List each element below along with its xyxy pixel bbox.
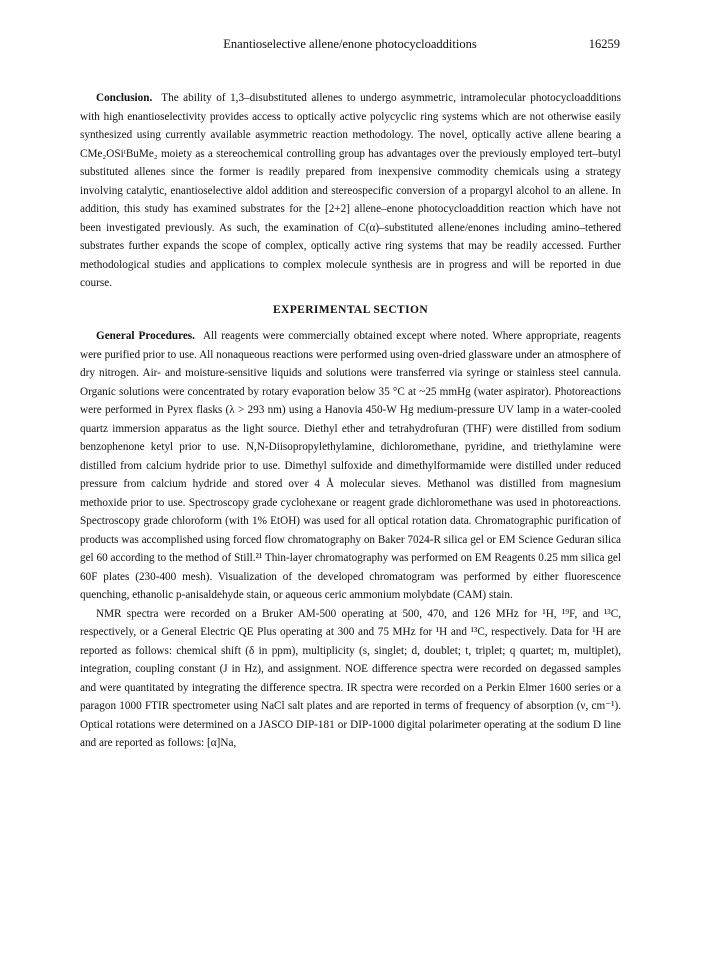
general-procedures-text: All reagents were commercially obtained except where noted. Where appropriate, reagents were purified prior to use. All nonaqueous reactions were performed using oven-dried glassware under an atmosphere of dry nitrogen. Air- and moisture-sensitive liquids and solutions were transferred via syringe or stainless steel cannula. Organic solutions were concentrated by rotary evaporation below 35 °C at ~25 mmHg (water aspirator). Photoreactions were performed in Pyrex flasks (λ > 293 nm) using a Hanovia 450-W Hg medium-pressure UV lamp in a water-cooled quartz immersion apparatus as the light source. Diethyl ether and tetrahydrofuran (THF) were distilled from sodium benzophenone ketyl prior to use. N,N-Diisopropylethylamine, dichloromethane, pyridine, and triethylamine were distilled from calcium hydride prior to use. Dimethyl sulfoxide and dimethylformamide were distilled under reduced pressure from calcium hydride and stored over 4 Å molecular sieves. Methanol was distilled from magnesium methoxide prior to use. Spectroscopy grade cyclohexane or reagent grade dichloromethane was used in photoreactions. Spectroscopy grade chloroform (with 1% EtOH) was used for all optical rotation data. Chromatographic purification of products was accomplished using forced flow chromatography on Baker 7024-R silica gel or EM Science Geduran silica gel 60 according to the method of Still.²¹ Thin-layer chromatography was performed on EM Reagents 0.25 mm silica gel 60F plates (230-400 mesh). Visualization of the developed chromatogram was performed by either fluorescence quenching, ethanolic p-anisaldehyde stain, or aqueous ceric ammonium molybdate (CAM) stain. (80, 330, 622, 601)
nmr-text: NMR spectra were recorded on a Bruker AM-500 operating at 500, 470, and 126 MHz for ¹H, ¹⁹F, and ¹³C, respectively, or a General Electric QE Plus operating at 300 and 75 MHz for ¹H and ¹³C, respectively. Data for ¹H are reported as follows: chemical shift (δ in ppm), multiplicity (s, singlet; d, doublet; t, triplet; q quartet; m, multiplet), integration, coupling constant (J in Hz), and assignment. NOE difference spectra were recorded on degassed samples and were quantitated by integrating the difference spectra. IR spectra were recorded on a Perkin Elmer 1600 series or a paragon 1000 FTIR spectrometer using NaCl salt plates and are reported in terms of frequency of absorption (ν, cm⁻¹). Optical rotations were determined on a JASCO DIP-181 or DIP-1000 digital polarimeter operating at the sodium D line and are reported as follows: [α]Na, (80, 607, 621, 749)
conclusion-paragraph (80, 89, 621, 293)
conclusion-heading: Conclusion. (96, 92, 153, 104)
general-procedures-heading: General Procedures. (96, 330, 195, 342)
experimental-section-title: EXPERIMENTAL SECTION (272, 303, 429, 316)
nmr-paragraph (80, 605, 621, 753)
conclusion-text: The ability of 1,3–disubstituted allenes to undergo asymmetric, intramolecular photocycloadditions with high enantioselectivity provides access to optically active polycyclic ring systems which are not otherwise easily synthesized using currently available asymmetric reaction methodology. The novel, optically active allene bearing a CMe₂OSiᵗBuMe₂ moiety as a stereochemical controlling group has advantages over the previously employed tert–butyl substituted allenes since the former is readily prepared from inexpensive commodity chemicals using a strategy involving catalytic, enantioselective aldol addition and stereospecific conversion of a propargyl alcohol to an allene. In addition, this study has examined substrates for the [2+2] allene–enone photocycloaddition reaction which have not been investigated previously. As such, the examination of C(α)–substituted allene/enones including amino–tethered substrates further expands the scope of complex, optically active ring systems that may be readily accessed. Further methodological studies and applications to complex molecule synthesis are in progress and will be reported in due course. (80, 92, 621, 289)
running-title: Enantioselective allene/enone photocycloadditions (223, 37, 477, 51)
page-number: 16259 (588, 37, 620, 51)
article-body (80, 89, 621, 753)
general-procedures-paragraph (80, 327, 621, 605)
